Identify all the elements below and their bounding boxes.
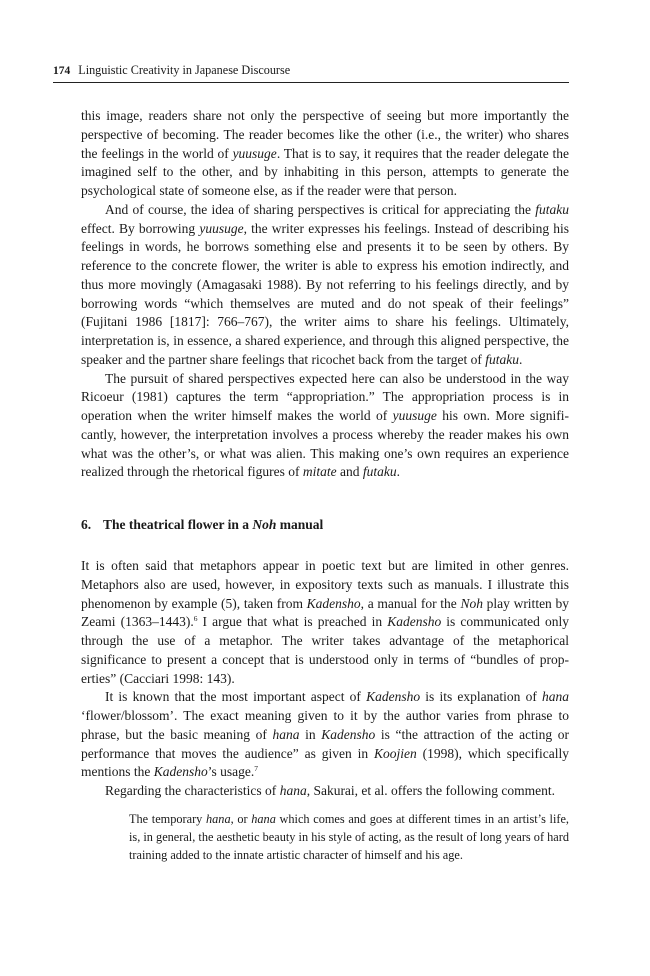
text-run: , Sakurai, et al. offers the following comment. [306,783,556,798]
section-title-italic: Noh [252,517,277,532]
section-title: manual [276,517,324,532]
text-run: (1998), which specifically mentions the [81,745,570,780]
paragraph-hana [81,688,569,782]
paragraph-sakurai [81,782,569,801]
paragraph-futaku [81,201,569,370]
italic-term: Kadensho [321,726,376,742]
text-run: And of course, the idea of sharing perspectives is critical for appreciating the [105,201,536,217]
italic-term: yuusuge [199,220,244,236]
italic-term: Kadensho [306,595,361,611]
text-run: The temporary [129,811,206,826]
section-heading [81,515,569,534]
text-run: is “the attraction of the acting or performance that moves the audience” as given in [81,726,569,761]
text-run: I argue that what is preached in [197,614,388,630]
running-title: Linguistic Creativity in Japanese Discourse [78,63,291,77]
italic-term: Noh [460,595,483,611]
text-run: and [336,464,363,480]
text-run: , or [230,811,252,826]
text-run: It is known that the most important aspect of [105,689,367,705]
italic-term: Kadensho [387,614,442,630]
italic-term: hana [206,811,231,826]
text-run: which comes and goes at different times in an artist’s life, is, in general, the aesthetic beauty in his style of acting, as the result of long years of hard training added to the innate artistic character of himself and his age. [129,811,569,862]
italic-term: hana [542,689,570,705]
italic-term: mitate [302,464,337,480]
italic-term: futaku [362,464,397,480]
text-run: . [396,464,401,480]
text-run: effect. By borrowing [81,220,200,236]
footnote-marker[interactable]: 6 [193,614,198,624]
text-run: . [518,351,523,367]
body-text [81,107,569,864]
text-run: It is often said that metaphors appear in poetic text but are limited in other genres. Metaphors also are used, however, in expository texts such as manuals. I illustrate this phenomenon by example (5), taken from [81,558,569,611]
italic-term: futaku [485,351,519,367]
text-run: play written by Zeami (1363–1443). [81,595,569,630]
text-run: ’s usage. [207,764,255,780]
section-number: 6. [81,517,92,532]
page-number: 174 [53,65,71,77]
section-title: The theatrical flower in a [103,517,253,532]
text-run: The pursuit of shared perspectives expected here can also be understood in the way Ricoeur (1981) captures the term “appropriation.” The appropriation process is in operation when the writer himself makes the world of [81,370,569,423]
paragraph-continued [81,107,569,201]
text-run: , the writer expresses his feelings. Instead of describing his feelings in words, he borrows something else and presents it to be seen by others. By reference to the concrete flower, the writer is able to express his emotion indirectly, and thus more movingly (Amagasaki 1988). By not referring to his feelings directly, and by borrowing words “which themselves are muted and do not speak of their feelings” (Fujitani 1986 [1817]: 766–767), the writer aims to share his feelings. Ultimately, interpretation is, in essence, a shared experience, and through this aligned perspective, the speaker and the partner share feelings that ricochet back from the target of [81,220,569,367]
italic-term: hana [279,783,307,798]
text-run: , a manual for the [360,595,461,611]
italic-term: Kadensho [153,764,208,780]
paragraph-metaphors [81,557,569,688]
text-run: Regarding the characteristics of [105,783,280,798]
text-run: . That is to say, it requires that the reader delegate the imagined self to the other, and by inhabiting in this person, attempts to generate the psychological state of someone else, as if the reader were that person. [81,145,569,198]
text-run: this image, readers share not only the perspective of seeing but more importantly the perspective of becoming. The reader becomes like the other (i.e., the writer) who shares the feelings in the world of [81,108,569,161]
text-run: his own. More significantly, however, the interpretation involves a process whereby the reader makes his own what was the other’s, or what was alien. This making one’s own requires an experience realized through the rhetorical figures of [81,408,569,480]
italic-term: yuusuge [232,145,277,161]
paragraph-appropriation [81,370,569,483]
italic-term: futaku [535,201,569,217]
block-quote [129,810,569,864]
italic-term: Kadensho [366,689,421,705]
text-run: ‘flower/blossom’. The exact meaning given to it by the author varies from phrase to phrase, but the basic meaning of [81,708,569,742]
text-run: in [299,726,322,742]
italic-term: Koojien [374,745,417,761]
footnote-marker[interactable]: 7 [254,764,258,774]
italic-term: hana [251,811,276,826]
text-run: is communicated only through the use of a metaphor. The writer takes advantage of the metaphorical significance to present a concept that is understood only in terms of “bundles of properties” (Cacciari 1998: 143). [81,614,569,686]
text-run: is its explanation of [420,689,543,705]
running-header [53,62,569,83]
italic-term: yuusuge [392,408,437,423]
italic-term: hana [272,726,300,742]
